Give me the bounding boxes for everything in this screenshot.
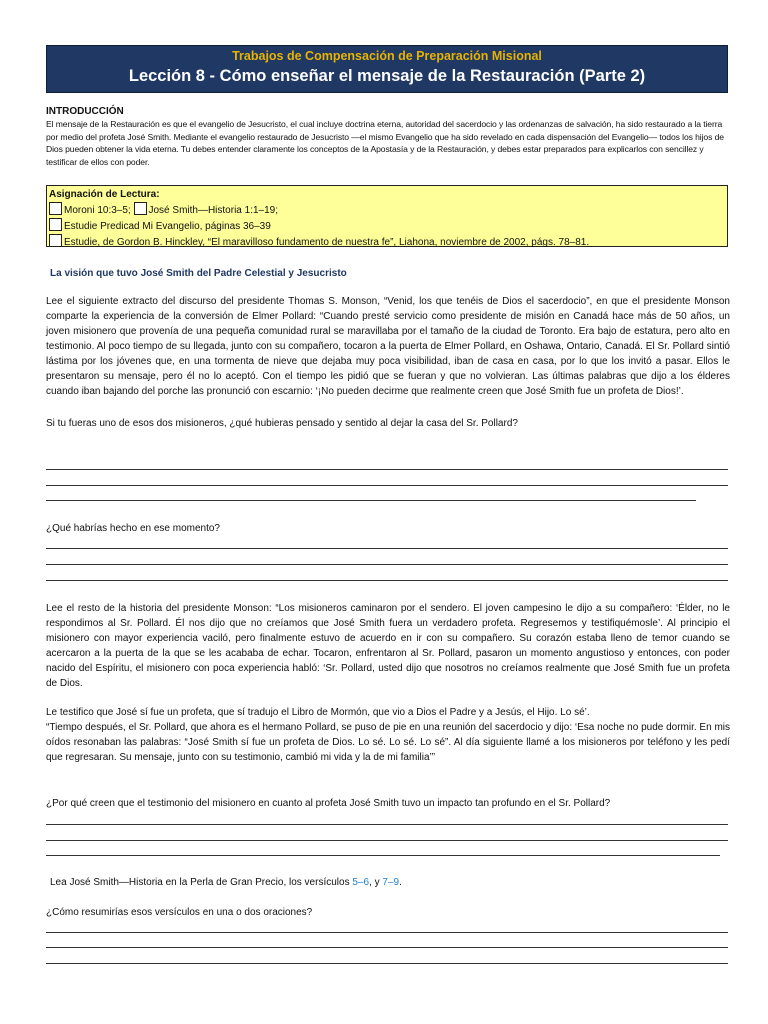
answer-line[interactable] [46, 963, 728, 964]
intro-heading: INTRODUCCIÓN [46, 106, 124, 117]
answer-line[interactable] [46, 548, 728, 549]
answer-line[interactable] [46, 469, 728, 470]
monson-rest-paragraph: Lee el resto de la historia del presidente Monson: “Los misioneros caminaron por el sendero. El joven campesino le dijo a su compañero: ‘Élder, no le respondimos al Sr. Pollard. Él nos dijo que no creíamos que José Smith fuera un verdadero profeta. Regresemos y testifiquémosle’. Al principio el misionero con mayor experiencia vaciló, pero finalmente estuvo de acuerdo en ir con su compañero. Su corazón estaba lleno de temor cuando se acercaron a la puerta de la que se les acababa de echar. Tocaron, enfrentaron al Sr. Pollard, pasaron un momento angustioso y entonces, con poder nacido del Espíritu, el misionero con poca experiencia habló: ‘Sr. Pollard, usted dijo que nosotros no creíamos realmente que José Smith fue un profeta de Dios. [46, 603, 730, 689]
checkbox-jsh[interactable] [134, 202, 147, 215]
answer-line[interactable] [46, 580, 728, 581]
verses-7-9-link[interactable]: 7–9 [382, 877, 400, 888]
reading-item-1 [49, 202, 725, 218]
section-heading: La visión que tuvo José Smith del Padre Celestial y Jesucristo [50, 268, 347, 279]
intro-text: El mensaje de la Restauración es que el evangelio de Jesucristo, el cual incluye doctrina eterna, autoridad del sacerdocio y las ordenanzas de salvación, ha sido restaurado a la tierra por medio del profeta José Smith. Mediante el evangelio restaurado de Jesucristo —el mismo Evangelio que ha sido revelado en cada dispensación del Evangelio— todos los hijos de Dios pueden obtener la vida eterna. Tu debes entender claramente los conceptos de la Apostasía y de la Restauración, y debes estar preparados para explicarlos con sencillez y testificar de ellos con poder. [46, 119, 724, 167]
answer-line[interactable] [46, 485, 728, 486]
question-3: ¿Por qué creen que el testimonio del misionero en cuanto al profeta José Smith tuvo un impacto tan profundo en el Sr. Pollard? [46, 798, 611, 809]
verses-5-6-link[interactable]: 5–6 [352, 877, 370, 888]
answer-line[interactable] [46, 855, 720, 856]
question-2: ¿Qué habrías hecho en ese momento? [46, 523, 220, 534]
reading-item-pme: Estudie Predicad Mi Evangelio, páginas 36–39 [64, 221, 271, 232]
course-title: Trabajos de Compensación de Preparación Misional [232, 49, 542, 63]
monson-testimony-paragraph: Le testifico que José sí fue un profeta, que sí tradujo el Libro de Mormón, que vio a Dios el Padre y a Jesús, el Hijo. Lo sé’. [46, 707, 590, 718]
reading-item-jsh: José Smith—Historia 1:1–19; [148, 205, 279, 216]
answer-line[interactable] [46, 932, 728, 933]
reading-instruction-end: . [399, 877, 402, 888]
reading-item-moroni: Moroni 10:3–5; [64, 205, 131, 216]
question-4: ¿Cómo resumirías esos versículos en una o dos oraciones? [46, 907, 313, 918]
reading-instruction [50, 876, 402, 890]
checkbox-pme[interactable] [49, 218, 62, 231]
lesson-title: Lección 8 - Cómo enseñar el mensaje de la Restauración (Parte 2) [128, 67, 646, 85]
reading-instruction-text: Lea José Smith—Historia en la Perla de Gran Precio, los versículos [50, 877, 350, 888]
monson-extract-paragraph: Lee el siguiente extracto del discurso del presidente Thomas S. Monson, “Venid, los que tenéis de Dios el sacerdocio”, en que el presidente Monson comparte la experiencia de la conversión de Elmer Pollard: “Cuando presté servicio como presidente de misión en Canadá hace más de 50 años, un joven misionero que provenía de una pequeña comunidad rural se maravillaba por el tamaño de la ciudad de Toronto. Era bajo de estatura, pero alto en testimonio. Al poco tiempo de su llegada, junto con su compañero, tocaron a la puerta de Elmer Pollard, en Oshawa, Ontario, Canadá. El Sr. Pollard sintió lástima por los jóvenes que, en una tormenta de nieve que dejaba muy poca visibilidad, iban de casa en casa, por lo que los invitó a pasar. Ellos le presentaron su mensaje, pero él no lo aceptó. Con el tiempo les pidió que se fueran y que no volvieran. Las últimas palabras que dijo a los élderes cuando iban bajando del porche las pronunció con escarnio: ‘¡No pueden decirme que realmente creen que José Smith fue un profeta de Dios!’. [46, 296, 730, 397]
answer-line[interactable] [46, 500, 696, 501]
lesson-header [46, 45, 728, 93]
question-1: Si tu fueras uno de esos dos misioneros, ¿qué hubieras pensado y sentido al dejar la casa del Sr. Pollard? [46, 418, 518, 429]
answer-line[interactable] [46, 947, 728, 948]
answer-line[interactable] [46, 824, 728, 825]
reading-item-hinckley: Estudie, de Gordon B. Hinckley, “El maravilloso fundamento de nuestra fe”, Liahona, noviembre de 2002, págs. 78–81. [64, 237, 590, 248]
reading-assignment-box [46, 185, 728, 247]
answer-line[interactable] [46, 840, 728, 841]
reading-instruction-mid: , y [369, 877, 380, 888]
monson-ending-paragraph: “Tiempo después, el Sr. Pollard, que ahora es el hermano Pollard, se puso de pie en una reunión del sacerdocio y dijo: ‘Esa noche no pude dormir. En mis oídos resonaban las palabras: “José Smith sí fue un profeta de Dios. Lo sé. Lo sé. Lo sé”. Al día siguiente llamé a los misioneros por teléfono y les pedí que regresaran. Su mensaje, junto con su testimonio, cambió mi vida y la de mi familia’” [46, 722, 730, 763]
reading-assignment-title: Asignación de Lectura: [49, 189, 160, 200]
answer-line[interactable] [46, 564, 728, 565]
reading-item-3 [49, 234, 725, 250]
checkbox-moroni[interactable] [49, 202, 62, 215]
checkbox-hinckley[interactable] [49, 234, 62, 247]
reading-item-2 [49, 218, 725, 234]
